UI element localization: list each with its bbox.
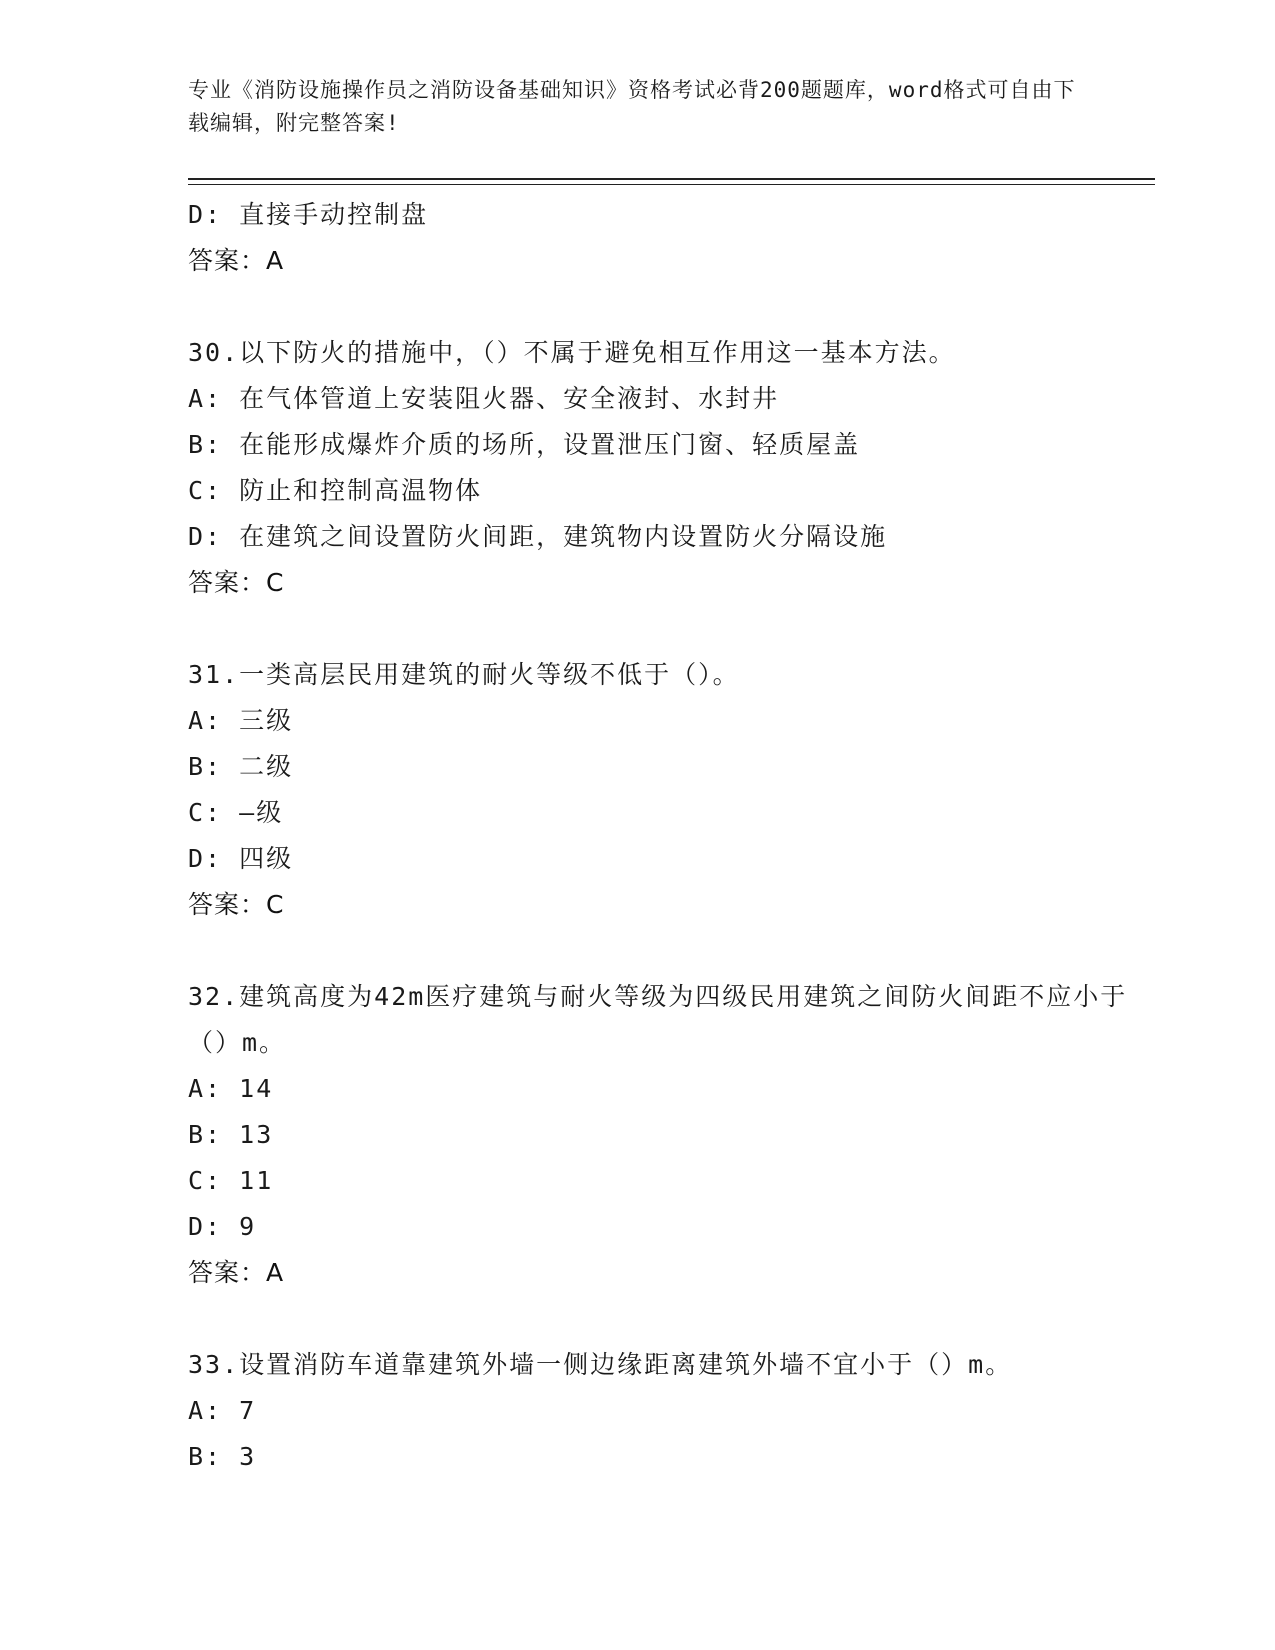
question-text: 32.建筑高度为42m医疗建筑与耐火等级为四级民用建筑之间防火间距不应小于（）m。	[188, 982, 1128, 1057]
question-32	[188, 974, 1148, 1296]
option-b: B: 在能形成爆炸介质的场所，设置泄压门窗、轻质屋盖	[188, 430, 861, 459]
question-text: 31.一类高层民用建筑的耐火等级不低于（）。	[188, 660, 740, 689]
option-a: A: 14	[188, 1074, 274, 1103]
question-text: 30.以下防火的措施中，（）不属于避免相互作用这一基本方法。	[188, 338, 956, 367]
option-c: C: 防止和控制高温物体	[188, 476, 483, 505]
answer: 答案：C	[188, 568, 285, 597]
answer: 答案：C	[188, 890, 285, 919]
option-a: A: 在气体管道上安装阻火器、安全液封、水封井	[188, 384, 780, 413]
option-b: B: 3	[188, 1442, 257, 1471]
prev-option-d: D: 直接手动控制盘	[188, 200, 429, 229]
option-d: D: 在建筑之间设置防火间距，建筑物内设置防火分隔设施	[188, 522, 888, 551]
page-header: 专业《消防设施操作员之消防设备基础知识》资格考试必背200题题库，word格式可自由下载编辑，附完整答案!	[188, 78, 1076, 135]
question-31	[188, 652, 1148, 928]
header-rule-thin	[188, 184, 1155, 185]
prev-answer: 答案：A	[188, 246, 285, 275]
question-text: 33.设置消防车道靠建筑外墙一侧边缘距离建筑外墙不宜小于（）m。	[188, 1350, 1013, 1379]
answer: 答案：A	[188, 1258, 285, 1287]
question-30	[188, 330, 1148, 606]
option-c: C: —级	[188, 798, 284, 827]
option-b: B: 13	[188, 1120, 274, 1149]
option-d: D: 9	[188, 1212, 257, 1241]
option-b: B: 二级	[188, 752, 294, 781]
option-d: D: 四级	[188, 844, 294, 873]
question-list	[188, 192, 1148, 1480]
header-rule-thick	[188, 178, 1155, 180]
option-a: A: 7	[188, 1396, 257, 1425]
question-33	[188, 1342, 1148, 1480]
option-a: A: 三级	[188, 706, 294, 735]
option-c: C: 11	[188, 1166, 274, 1195]
